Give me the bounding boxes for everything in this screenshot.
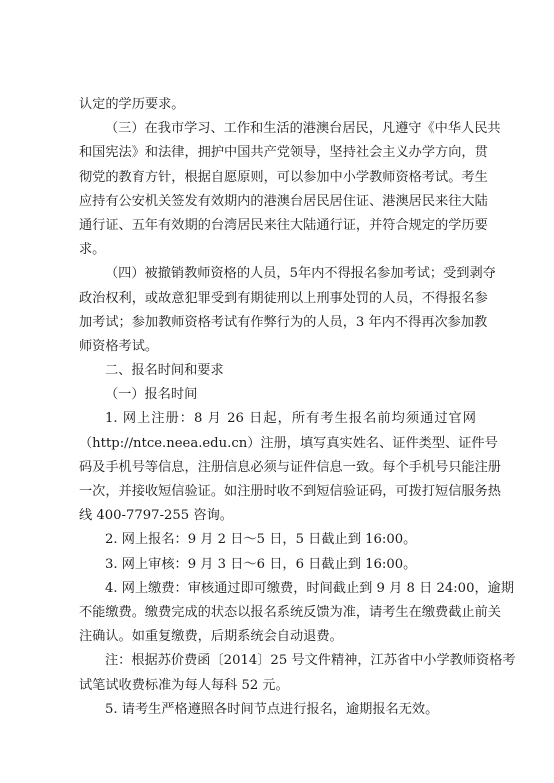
document-text-line: 和国宪法》和法律，拥护中国共产党领导，坚持社会主义办学方向，贯: [79, 145, 488, 161]
document-text-line: 求。: [79, 242, 106, 258]
document-text-line: 码及手机号等信息，注册信息必须与证件信息一致。每个手机号只能注册: [79, 459, 501, 475]
document-text-line: 二、报名时间和要求: [105, 363, 224, 379]
document-text-line: 政治权利，或故意犯罪受到有期徒刑以上刑事处罚的人员，不得报名参: [79, 290, 488, 306]
document-text-line: （四）被撤销教师资格的人员，5年内不得报名参加考试；受到剥夺: [105, 266, 496, 282]
document-text-line: 2. 网上报名：9 月 2 日～5 日，5 日截止到 16:00。: [105, 532, 417, 548]
document-text-line: 线 400-7797-255 咨询。: [79, 508, 233, 524]
document-text-line: 注确认。如重复缴费，后期系统会自动退费。: [79, 629, 343, 645]
document-text-line: （http://ntce.neea.edu.cn）注册，填写真实姓名、证件类型、证件号: [79, 435, 498, 451]
document-text-line: 师资格考试。: [79, 338, 159, 354]
document-text-line: （三）在我市学习、工作和生活的港澳台居民，凡遵守《中华人民共: [105, 121, 501, 137]
document-text-line: 4. 网上缴费：审核通过即可缴费，时间截止到 9 月 8 日 24:00，逾期: [105, 580, 515, 596]
document-text-line: 彻党的教育方针，根据自愿原则，可以参加中小学教师资格考试。考生: [79, 169, 488, 185]
document-text-line: 试笔试收费标准为每人每科 52 元。: [79, 677, 289, 693]
document-text-line: 认定的学历要求。: [79, 97, 185, 112]
document-text-line: 加考试；参加教师资格考试有作弊行为的人员，3 年内不得再次参加教: [79, 314, 488, 330]
document-text-line: 应持有公安机关签发有效期内的港澳台居民居住证、港澳居民来往大陆: [79, 193, 488, 209]
document-text-line: 不能缴费。缴费完成的状态以报名系统反馈为准，请考生在缴费截止前关: [79, 604, 501, 620]
document-text-line: 一次，并接收短信验证。如注册时收不到短信验证码，可拨打短信服务热: [79, 484, 501, 499]
document-text-line: 3. 网上审核：9 月 3 日～6 日，6 日截止到 16:00。: [105, 556, 417, 572]
document-text-line: 1. 网上注册：8 月 26 日起，所有考生报名前均须通过官网: [105, 411, 476, 427]
document-body: [79, 93, 516, 722]
document-text-line: 通行证、五年有效期的台湾居民来往大陆通行证，并符合规定的学历要: [79, 217, 488, 233]
document-text-line: 5. 请考生严格遵照各时间节点进行报名，逾期报名无效。: [105, 701, 439, 717]
document-text-line: 注：根据苏价费函〔2014〕25 号文件精神，江苏省中小学教师资格考: [105, 653, 516, 669]
document-text-line: （一）报名时间: [105, 387, 198, 403]
